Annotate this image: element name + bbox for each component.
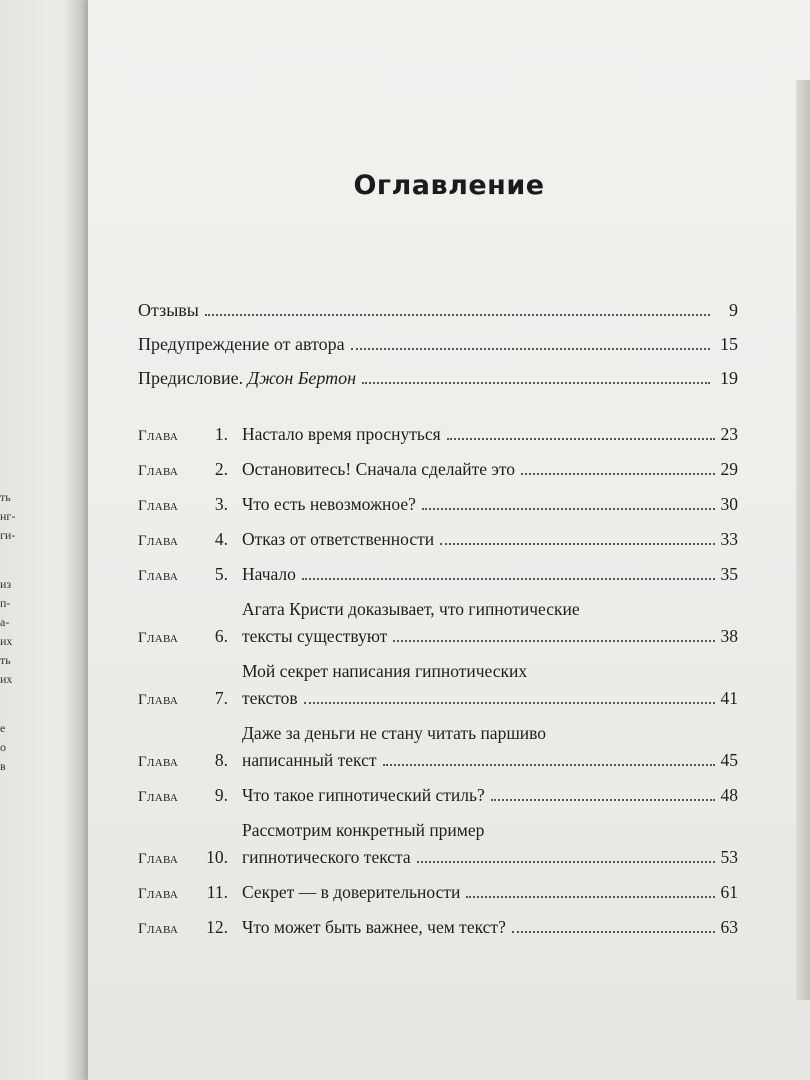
toc-entry — [138, 300, 738, 321]
chapter-title-line — [242, 917, 738, 938]
dot-leader — [351, 347, 710, 350]
chapter-label: Глава — [138, 428, 179, 444]
chapter-title-line — [242, 459, 738, 480]
chapter-number: 5. — [214, 564, 228, 584]
toc-page-number: 23 — [720, 424, 738, 444]
chapter-number: 9. — [214, 785, 228, 805]
chapter-title-text: Даже за деньги не стану читать паршиво — [242, 723, 547, 743]
toc-entry-title — [138, 334, 345, 355]
chapter-title — [242, 494, 738, 515]
toc-entry — [138, 334, 738, 355]
chapter-number: 4. — [214, 529, 228, 549]
toc-chapter-entry — [138, 917, 738, 938]
chapter-title-text: Мой секрет написания гипнотических — [242, 661, 528, 681]
toc-entry-title-text: Предисловие. — [138, 368, 244, 388]
chapter-number: 1. — [214, 424, 228, 444]
chapter-label: Глава — [138, 568, 179, 584]
dot-leader — [302, 577, 715, 580]
chapter-list — [138, 424, 738, 938]
chapter-title-line — [242, 564, 738, 585]
toc-page-number: 9 — [729, 300, 738, 320]
chapter-title-line — [242, 847, 738, 868]
chapter-title-text: написанный текст — [242, 750, 377, 770]
chapter-title-line — [242, 723, 738, 744]
left-page-fragment: их — [0, 672, 13, 686]
chapter-number: 2. — [214, 459, 228, 479]
toc-chapter-entry — [138, 882, 738, 903]
chapter-number: 3. — [214, 494, 228, 514]
toc-entry-title-text: Предупреждение от автора — [138, 334, 345, 354]
chapter-title — [242, 424, 738, 445]
dot-leader — [362, 381, 710, 384]
chapter-number: 6. — [214, 626, 228, 646]
chapter-label: Глава — [138, 789, 179, 805]
toc-page-number: 53 — [720, 847, 738, 867]
chapter-title — [242, 661, 738, 709]
toc-entry-title-text: Отзывы — [138, 300, 199, 320]
chapter-title — [242, 723, 738, 771]
left-page-fragment: е — [0, 721, 6, 735]
chapter-label: Глава — [138, 692, 179, 708]
chapter-title-text: Начало — [242, 564, 296, 584]
chapter-label: Глава — [138, 533, 179, 549]
dot-leader — [466, 895, 714, 898]
chapter-number: 11. — [206, 882, 228, 902]
chapter-title-line — [242, 494, 738, 515]
page-title: Оглавление — [353, 170, 545, 201]
dot-leader — [393, 639, 714, 642]
chapter-title-text: Настало время проснуться — [242, 424, 441, 444]
chapter-title-text: Что может быть важнее, чем текст? — [242, 917, 506, 937]
chapter-title-text: Что такое гипнотический стиль? — [242, 785, 485, 805]
dot-leader — [447, 437, 715, 440]
toc-page-number: 29 — [720, 459, 738, 479]
chapter-title-line — [242, 529, 738, 550]
toc-chapter-entry — [138, 599, 738, 647]
toc-page-number: 45 — [720, 750, 738, 770]
chapter-title-text: Рассмотрим конкретный пример — [242, 820, 485, 840]
chapter-title — [242, 882, 738, 903]
left-page-fragment: нг- — [0, 509, 16, 523]
toc-entry-title — [138, 300, 199, 321]
chapter-title — [242, 785, 738, 806]
chapter-title-line — [242, 688, 738, 709]
dot-leader — [383, 763, 715, 766]
dot-leader — [512, 930, 715, 933]
toc-chapter-entry — [138, 564, 738, 585]
toc-page-number: 41 — [720, 688, 738, 708]
toc-page-number: 30 — [720, 494, 738, 514]
chapter-title — [242, 917, 738, 938]
dot-leader — [440, 542, 714, 545]
toc-entry-title — [138, 368, 356, 389]
toc-chapter-entry — [138, 661, 738, 709]
section-spacer — [138, 402, 738, 424]
toc-chapter-entry — [138, 529, 738, 550]
chapter-title-text: Агата Кристи доказывает, что гипнотические — [242, 599, 580, 619]
toc-page-number: 35 — [720, 564, 738, 584]
toc-chapter-entry — [138, 459, 738, 480]
toc-chapter-entry — [138, 494, 738, 515]
left-page-fragment: п- — [0, 596, 11, 610]
chapter-label: Глава — [138, 754, 179, 770]
toc-chapter-entry — [138, 424, 738, 445]
chapter-number: 12. — [206, 917, 228, 937]
left-page-fragment: ть — [0, 490, 11, 504]
toc-page-number: 63 — [720, 917, 738, 937]
left-page-fragment: о — [0, 740, 6, 754]
chapter-title-line — [242, 599, 738, 620]
page-edge — [796, 80, 810, 1000]
chapter-title-text: Остановитесь! Сначала сделайте это — [242, 459, 516, 479]
toc-chapter-entry — [138, 820, 738, 868]
dot-leader — [417, 860, 715, 863]
chapter-number: 8. — [214, 750, 228, 770]
front-matter-list — [138, 300, 738, 389]
left-page-fragment: ть — [0, 653, 11, 667]
chapter-title-line — [242, 820, 738, 841]
chapter-title-line — [242, 661, 738, 682]
chapter-title — [242, 564, 738, 585]
chapter-title-line — [242, 750, 738, 771]
toc-page-number: 61 — [720, 882, 738, 902]
chapter-title-line — [242, 626, 738, 647]
chapter-title-text: Что есть невозможное? — [242, 494, 416, 514]
toc-chapter-entry — [138, 785, 738, 806]
toc-page-number: 38 — [720, 626, 738, 646]
left-page-text-fragments — [0, 490, 60, 778]
chapter-label: Глава — [138, 851, 179, 867]
chapter-label: Глава — [138, 886, 179, 902]
chapter-number: 7. — [214, 688, 228, 708]
chapter-title — [242, 529, 738, 550]
chapter-title-line — [242, 882, 738, 903]
left-page-fragment: их — [0, 634, 13, 648]
dot-leader — [521, 472, 714, 475]
toc-page-number: 19 — [720, 368, 738, 388]
dot-leader — [304, 701, 715, 704]
chapter-title-line — [242, 424, 738, 445]
chapter-title-text: Секрет — в доверительности — [242, 882, 461, 902]
chapter-title-text: текстов — [242, 688, 298, 708]
chapter-title-text: тексты существуют — [242, 626, 388, 646]
chapter-title — [242, 599, 738, 647]
chapter-label: Глава — [138, 498, 179, 514]
chapter-title-text: Отказ от ответственности — [242, 529, 435, 549]
toc-chapter-entry — [138, 723, 738, 771]
dot-leader — [205, 313, 710, 316]
toc-page-number: 33 — [720, 529, 738, 549]
toc-page-number: 15 — [720, 334, 738, 354]
dot-leader — [422, 507, 715, 510]
chapter-title — [242, 459, 738, 480]
toc-entry — [138, 368, 738, 389]
left-page-fragment: а- — [0, 615, 10, 629]
chapter-label: Глава — [138, 921, 179, 937]
chapter-label: Глава — [138, 630, 179, 646]
left-page-fragment: из — [0, 577, 12, 591]
left-page-fragment: ги- — [0, 528, 16, 542]
toc-page-number: 48 — [720, 785, 738, 805]
left-page-fragment: в — [0, 759, 6, 773]
chapter-label: Глава — [138, 463, 179, 479]
chapter-title-text: гипнотического текста — [242, 847, 411, 867]
chapter-number: 10. — [206, 847, 228, 867]
table-of-contents-page — [88, 0, 810, 1080]
chapter-title-line — [242, 785, 738, 806]
toc-list — [138, 300, 738, 952]
chapter-title — [242, 820, 738, 868]
toc-entry-author: Джон Бертон — [247, 368, 357, 388]
dot-leader — [491, 798, 715, 801]
